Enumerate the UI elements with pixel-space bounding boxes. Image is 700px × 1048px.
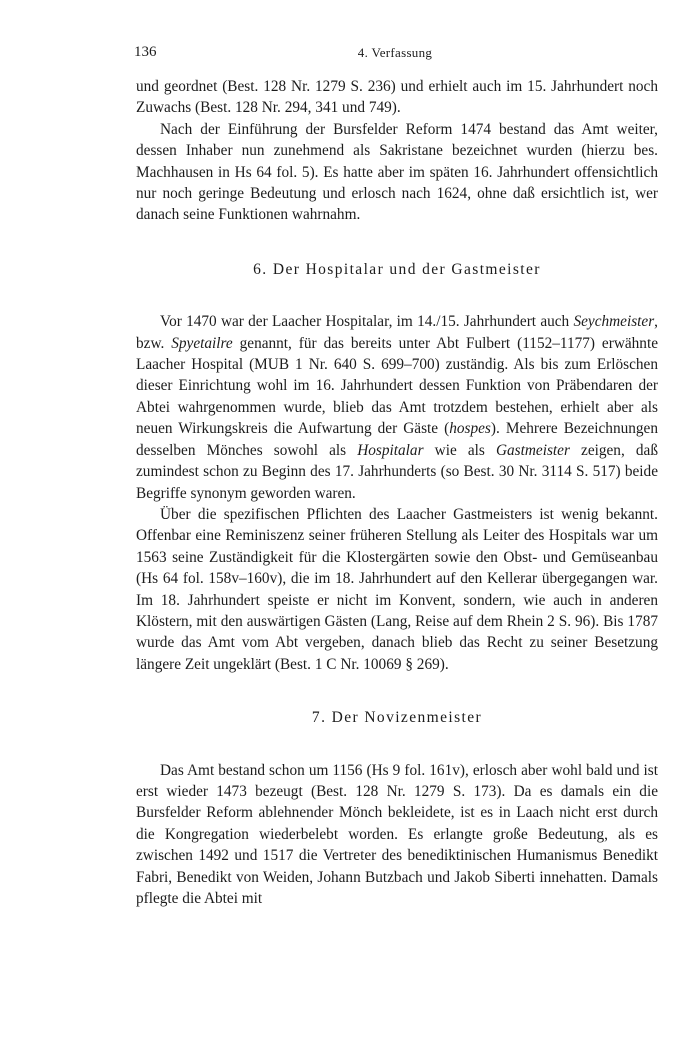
section-heading-novizenmeister: 7. Der Novizenmeister <box>311 709 483 727</box>
paragraph-novizenmeister: Das Amt bestand schon um 1156 (Hs 9 fol. 161v), erlosch aber wohl bald und ist erst wieder 1473 bezeugt (Best. 128 Nr. 1279 S. 173). Da es damals ein die Bursfelder Reform ablehnender Mönch bekleidete, ist es in Laach nicht erst durch die Kongregation wiederbelebt worden. Es erlangte große Bedeutung, als es zwischen 1492 und 1517 die Vertreter des benediktinischen Humanismus Benedikt Fabri, Benedikt von Weiden, Johann Butzbach und Jakob Siberti innehatten. Damals pflegte die Abtei mit <box>136 761 658 907</box>
term-seychmeister: Seychmeister <box>573 313 655 331</box>
term-hospitalar: Hospitalar <box>357 441 424 459</box>
paragraph-hospitalar-history: Vor 1470 war der Laacher Hospitalar, im 14./15. Jahrhundert auch Seychmeister, bzw. Spyetailre genannt, für das bereits unter Abt Fulbert (1152–1177) erwähnte Laacher Hospital (MUB 1 Nr. 640 S. 699–700) zuständig. Als bis zum Erlöschen dieser Einrichtung wohl im 16. Jahrhundert dessen Funktion von Präbendaren der Abtei wahrgenommen wurde, blieb das Amt trotzdem bestehen, erhielt aber als neuen Wirkungskreis die Aufwartung der Gäste (hospes). Mehrere Bezeichnungen desselben Mönches sowohl als Hospitalar wie als Gastmeister zeigen, daß zumindest schon zu Beginn des 17. Jahrhunderts (so Best. 30 Nr. 3114 S. 517) beide Begriffe synonym geworden waren. <box>136 313 658 502</box>
paragraph-gastmeister-duties: Über die spezifischen Pflichten des Laacher Gastmeisters ist wenig bekannt. Offenbar eine Reminiszenz seiner früheren Stellung als Leiter des Hospitals war um 1563 seine Zuständigkeit für die Klostergärten sowie den Obst- und Gemüseanbau (Hs 64 fol. 158v–160v), die im 18. Jahrhundert auf den Kellerar übergegangen war. Im 18. Jahrhundert speiste er nicht im Konvent, sondern, wie auch in anderen Klöstern, mit den auswärtigen Gästen (Lang, Reise auf dem Rhein 2 S. 96). Bis 1787 wurde das Amt vom Abt vergeben, danach blieb das Recht zu seiner Besetzung längere Zeit ungeklärt (Best. 1 C Nr. 10069 § 269). <box>136 505 658 673</box>
term-gastmeister: Gastmeister <box>495 441 570 459</box>
page-number: 136 <box>134 44 157 60</box>
term-spyetailre: Spyetailre <box>171 334 233 352</box>
paragraph-bursfelder-reform: Nach der Einführung der Bursfelder Reform 1474 bestand das Amt weiter, dessen Inhaber nun zunehmend als Sakristane bezeichnet wurden (hierzu bes. Machhausen in Hs 64 fol. 5). Es hatte aber im späten 16. Jahrhundert offensichtlich nur noch geringe Bedeutung und erlosch nach 1624, ohne daß ersichtlich ist, wer danach seine Funktionen wahrnahm. <box>136 120 658 224</box>
page-header <box>132 44 658 66</box>
running-head: 4. Verfassung <box>357 45 433 60</box>
term-hospes: hospes <box>449 420 491 438</box>
paragraph-continuation: und geordnet (Best. 128 Nr. 1279 S. 236) und erhielt auch im 15. Jahrhundert noch Zuwachs (Best. 128 Nr. 294, 341 und 749). <box>136 78 658 117</box>
section-heading-hospitalar: 6. Der Hospitalar und der Gastmeister <box>253 260 541 278</box>
page-body <box>136 76 658 909</box>
